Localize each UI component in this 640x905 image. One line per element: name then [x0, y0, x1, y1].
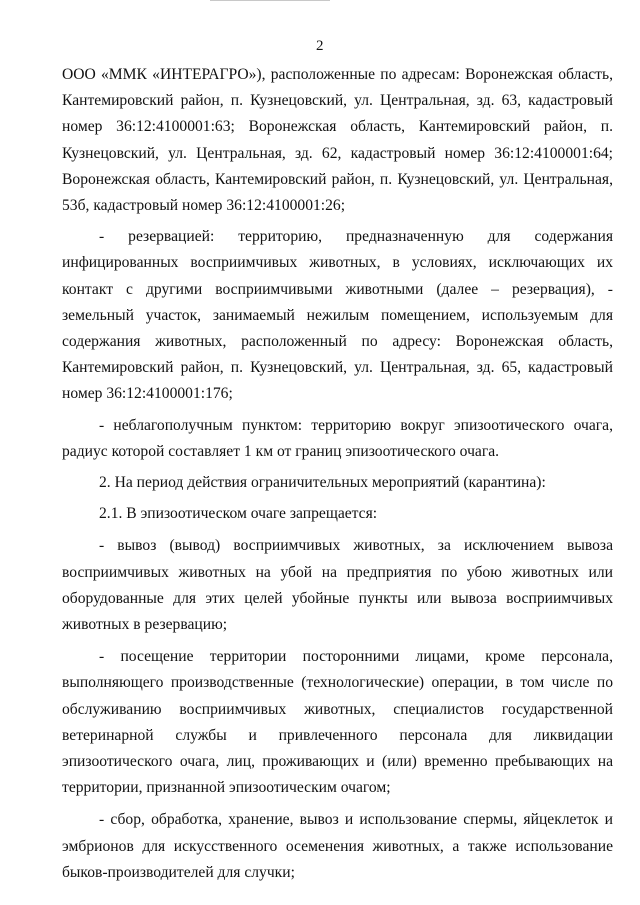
- paragraph-focus-prohibitions: 2.1. В эпизоотическом очаге запрещается:: [99, 505, 378, 523]
- paragraph-sperm-embryo-prohibition: - сбор, обработка, хранение, вывоз и использование спермы, яйцеклеток и эмбрионов для искусственного осеменения животных, а также использование быков-производителей для случки;: [62, 811, 613, 881]
- scan-edge-mark: [210, 0, 330, 1]
- paragraph-animal-removal: - вывоз (вывод) восприимчивых животных, за исключением вывоза восприимчивых животных на убой на предприятия по убою животных или оборудованные для этих целей убойные пункты или вывоза восприимчивых животных в резервацию;: [62, 537, 613, 634]
- paragraph-unfavorable-point-definition: - неблагополучным пунктом: территорию вокруг эпизоотического очага, радиус которой составляет 1 км от границ эпизоотического очага.: [62, 416, 613, 460]
- paragraph-visit-prohibition: - посещение территории посторонними лицами, кроме персонала, выполняющего производственные (технологические) операции, в том числе по обслуживанию восприимчивых животных, специалистов государственной ветеринарной службы и привлеченного персонала для ликвидации эпизоотического очага, лиц, проживающих и (или) временно пребывающих на территории, признанной эпизоотическим очагом;: [62, 648, 613, 797]
- page-number: 2: [316, 38, 324, 54]
- paragraph-quarantine-period: 2. На период действия ограничительных мероприятий (карантина):: [99, 474, 546, 492]
- document-body: [62, 62, 613, 886]
- paragraph-reservation-definition: - резервацией: территорию, предназначенную для содержания инфицированных восприимчивых животных, в условиях, исключающих их контакт с другими восприимчивыми животными (далее – резервация), - земельный участок, занимаемый нежилым помещением, используемым для содержания животных, расположенный по адресу: Воронежская область, Кантемировский район, п. Кузнецовский, ул. Центральная, зд. 65, кадастровый номер 36:12:4100001:176;: [62, 228, 613, 403]
- paragraph-addresses: ООО «ММК «ИНТЕРАГРО»), расположенные по адресам: Воронежская область, Кантемировский район, п. Кузнецовский, ул. Центральная, зд. 63, кадастровый номер 36:12:4100001:63; Воронежская область, Кантемировский район, п. Кузнецовский, ул. Центральная, зд. 62, кадастровый номер 36:12:4100001:64; Воронежская область, Кантемировский район, п. Кузнецовский, ул. Центральная, 53б, кадастровый номер 36:12:4100001:26;: [62, 66, 613, 215]
